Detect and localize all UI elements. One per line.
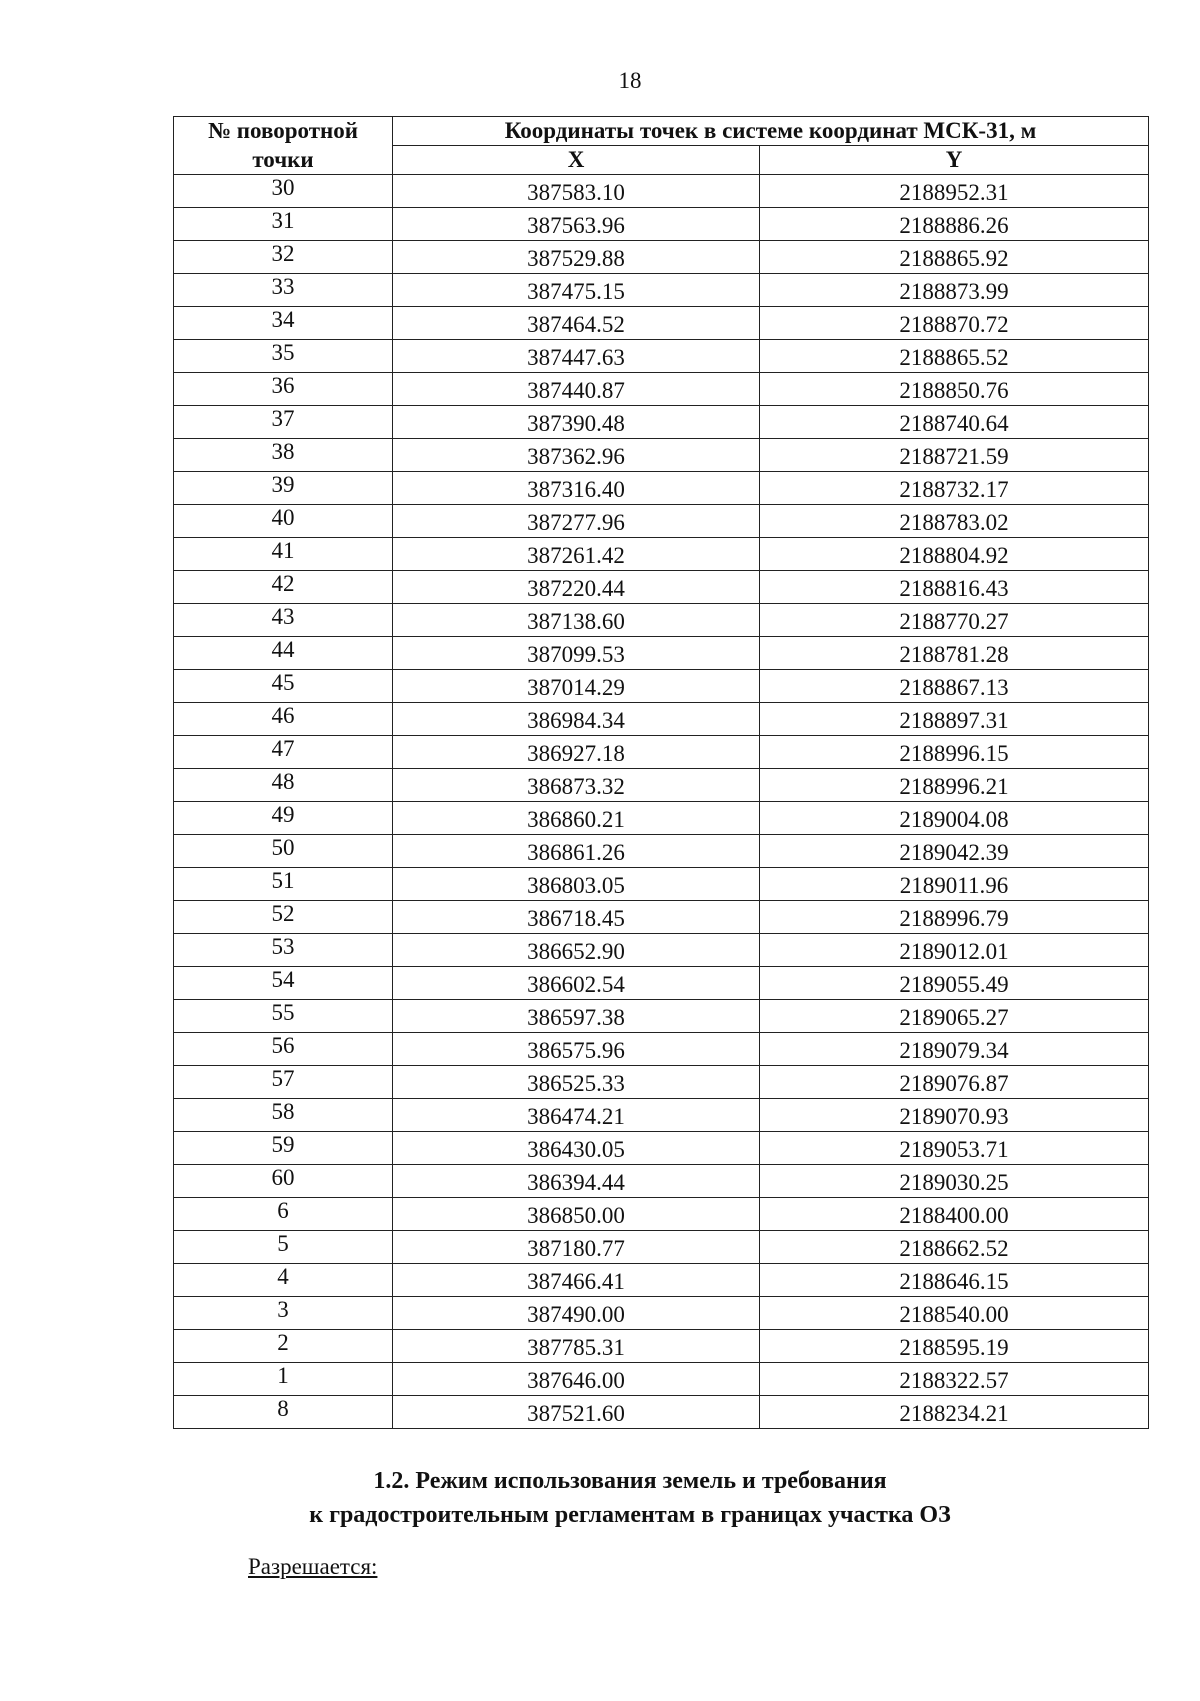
- table-row: [174, 1396, 1149, 1429]
- table-row: [174, 1165, 1149, 1198]
- section-title-line1: 1.2. Режим использования земель и требования: [373, 1468, 887, 1494]
- table-row: [174, 1066, 1149, 1099]
- point-number-cell: 50: [174, 835, 393, 868]
- y-coordinate-cell: 2188740.64: [760, 406, 1149, 439]
- table-row: [174, 1000, 1149, 1033]
- table-row: [174, 1297, 1149, 1330]
- page-number: 18: [618, 68, 642, 93]
- x-coordinate-cell: 386474.21: [393, 1099, 760, 1132]
- point-number-cell: 1: [174, 1363, 393, 1396]
- y-coordinate-cell: 2188540.00: [760, 1297, 1149, 1330]
- x-coordinate-cell: 387490.00: [393, 1297, 760, 1330]
- x-coordinate-cell: 386602.54: [393, 967, 760, 1000]
- point-number-cell: 2: [174, 1330, 393, 1363]
- table-row: [174, 1264, 1149, 1297]
- x-coordinate-cell: 387475.15: [393, 274, 760, 307]
- header-point-number: [174, 117, 393, 146]
- table-row: [174, 934, 1149, 967]
- y-coordinate-cell: 2188781.28: [760, 637, 1149, 670]
- table-row: [174, 1330, 1149, 1363]
- x-coordinate-cell: 386718.45: [393, 901, 760, 934]
- point-number-cell: 43: [174, 604, 393, 637]
- y-coordinate-cell: 2188770.27: [760, 604, 1149, 637]
- x-coordinate-cell: 387521.60: [393, 1396, 760, 1429]
- point-number-cell: 49: [174, 802, 393, 835]
- point-number-cell: 54: [174, 967, 393, 1000]
- point-number-cell: 44: [174, 637, 393, 670]
- y-coordinate-cell: 2189042.39: [760, 835, 1149, 868]
- y-coordinate-cell: 2189065.27: [760, 1000, 1149, 1033]
- table-body: [174, 175, 1149, 1429]
- point-number-cell: 56: [174, 1033, 393, 1066]
- table-row: [174, 703, 1149, 736]
- table-row: [174, 571, 1149, 604]
- point-number-cell: 55: [174, 1000, 393, 1033]
- x-coordinate-cell: 386597.38: [393, 1000, 760, 1033]
- point-number-cell: 40: [174, 505, 393, 538]
- coordinates-table: [173, 116, 1149, 1429]
- header-point-line1: № поворотной: [207, 118, 359, 144]
- point-number-cell: 58: [174, 1099, 393, 1132]
- y-coordinate-cell: 2188816.43: [760, 571, 1149, 604]
- point-number-cell: 46: [174, 703, 393, 736]
- x-coordinate-cell: 386430.05: [393, 1132, 760, 1165]
- y-coordinate-cell: 2188865.52: [760, 340, 1149, 373]
- table-row: [174, 769, 1149, 802]
- x-coordinate-cell: 387583.10: [393, 175, 760, 208]
- point-number-cell: 60: [174, 1165, 393, 1198]
- x-coordinate-cell: 387447.63: [393, 340, 760, 373]
- y-coordinate-cell: 2188322.57: [760, 1363, 1149, 1396]
- point-number-cell: 52: [174, 901, 393, 934]
- y-coordinate-cell: 2188996.15: [760, 736, 1149, 769]
- table-row: [174, 241, 1149, 274]
- x-coordinate-cell: 387563.96: [393, 208, 760, 241]
- section-title-line2: к градостроительным регламентам в границах участка ОЗ: [309, 1502, 951, 1528]
- table-row: [174, 1363, 1149, 1396]
- x-coordinate-cell: 386575.96: [393, 1033, 760, 1066]
- y-coordinate-cell: 2188865.92: [760, 241, 1149, 274]
- table-row: [174, 802, 1149, 835]
- point-number-cell: 38: [174, 439, 393, 472]
- x-coordinate-cell: 386525.33: [393, 1066, 760, 1099]
- table-row: [174, 472, 1149, 505]
- x-coordinate-cell: 386984.34: [393, 703, 760, 736]
- point-number-cell: 39: [174, 472, 393, 505]
- table-row: [174, 307, 1149, 340]
- point-number-cell: 34: [174, 307, 393, 340]
- y-coordinate-cell: 2188721.59: [760, 439, 1149, 472]
- y-coordinate-cell: 2189076.87: [760, 1066, 1149, 1099]
- table-row: [174, 439, 1149, 472]
- table-row: [174, 274, 1149, 307]
- point-number-cell: 53: [174, 934, 393, 967]
- y-coordinate-cell: 2188996.79: [760, 901, 1149, 934]
- table-row: [174, 538, 1149, 571]
- y-coordinate-cell: 2189070.93: [760, 1099, 1149, 1132]
- table-row: [174, 1132, 1149, 1165]
- x-coordinate-cell: 387464.52: [393, 307, 760, 340]
- y-coordinate-cell: 2188662.52: [760, 1231, 1149, 1264]
- x-coordinate-cell: 386652.90: [393, 934, 760, 967]
- point-number-cell: 35: [174, 340, 393, 373]
- y-coordinate-cell: 2188783.02: [760, 505, 1149, 538]
- y-coordinate-cell: 2188996.21: [760, 769, 1149, 802]
- table-row: [174, 406, 1149, 439]
- table-row: [174, 901, 1149, 934]
- x-coordinate-cell: 387316.40: [393, 472, 760, 505]
- point-number-cell: 59: [174, 1132, 393, 1165]
- point-number-cell: 51: [174, 868, 393, 901]
- x-coordinate-cell: 387529.88: [393, 241, 760, 274]
- y-coordinate-cell: 2188595.19: [760, 1330, 1149, 1363]
- table-row: [174, 1198, 1149, 1231]
- y-coordinate-cell: 2188732.17: [760, 472, 1149, 505]
- y-coordinate-cell: 2189055.49: [760, 967, 1149, 1000]
- y-coordinate-cell: 2188952.31: [760, 175, 1149, 208]
- point-number-cell: 37: [174, 406, 393, 439]
- x-coordinate-cell: 386927.18: [393, 736, 760, 769]
- header-point-line2: точки: [252, 146, 314, 172]
- x-coordinate-cell: 386873.32: [393, 769, 760, 802]
- x-coordinate-cell: 386803.05: [393, 868, 760, 901]
- point-number-cell: 57: [174, 1066, 393, 1099]
- y-coordinate-cell: 2188870.72: [760, 307, 1149, 340]
- y-coordinate-cell: 2188804.92: [760, 538, 1149, 571]
- table-row: [174, 208, 1149, 241]
- x-coordinate-cell: 387785.31: [393, 1330, 760, 1363]
- point-number-cell: 42: [174, 571, 393, 604]
- y-coordinate-cell: 2188234.21: [760, 1396, 1149, 1429]
- y-coordinate-cell: 2189011.96: [760, 868, 1149, 901]
- point-number-cell: 30: [174, 175, 393, 208]
- header-coordinates: Координаты точек в системе координат МСК-31, м: [393, 117, 1149, 146]
- x-coordinate-cell: 387138.60: [393, 604, 760, 637]
- section-title: [0, 1464, 1200, 1532]
- x-coordinate-cell: 387180.77: [393, 1231, 760, 1264]
- x-coordinate-cell: 387466.41: [393, 1264, 760, 1297]
- y-coordinate-cell: 2189004.08: [760, 802, 1149, 835]
- y-coordinate-cell: 2188867.13: [760, 670, 1149, 703]
- x-coordinate-cell: 386394.44: [393, 1165, 760, 1198]
- x-coordinate-cell: 386861.26: [393, 835, 760, 868]
- header-point-number-cont: [174, 146, 393, 175]
- point-number-cell: 6: [174, 1198, 393, 1231]
- x-coordinate-cell: 387220.44: [393, 571, 760, 604]
- table-row: [174, 505, 1149, 538]
- table-row: [174, 604, 1149, 637]
- table-row: [174, 967, 1149, 1000]
- y-coordinate-cell: 2188850.76: [760, 373, 1149, 406]
- table-row: [174, 1231, 1149, 1264]
- x-coordinate-cell: 387277.96: [393, 505, 760, 538]
- y-coordinate-cell: 2188886.26: [760, 208, 1149, 241]
- point-number-cell: 36: [174, 373, 393, 406]
- table-row: [174, 340, 1149, 373]
- x-coordinate-cell: 387390.48: [393, 406, 760, 439]
- point-number-cell: 48: [174, 769, 393, 802]
- table-row: [174, 1099, 1149, 1132]
- point-number-cell: 45: [174, 670, 393, 703]
- point-number-cell: 3: [174, 1297, 393, 1330]
- x-coordinate-cell: 387362.96: [393, 439, 760, 472]
- table-row: [174, 868, 1149, 901]
- y-coordinate-cell: 2189053.71: [760, 1132, 1149, 1165]
- point-number-cell: 33: [174, 274, 393, 307]
- table-row: [174, 637, 1149, 670]
- table-header: [174, 117, 1149, 175]
- point-number-cell: 41: [174, 538, 393, 571]
- point-number-cell: 8: [174, 1396, 393, 1429]
- table-row: [174, 1033, 1149, 1066]
- header-x: X: [393, 146, 760, 175]
- y-coordinate-cell: 2188646.15: [760, 1264, 1149, 1297]
- point-number-cell: 5: [174, 1231, 393, 1264]
- point-number-cell: 32: [174, 241, 393, 274]
- header-y: Y: [760, 146, 1149, 175]
- x-coordinate-cell: 386850.00: [393, 1198, 760, 1231]
- table-row: [174, 373, 1149, 406]
- table-row: [174, 175, 1149, 208]
- x-coordinate-cell: 387261.42: [393, 538, 760, 571]
- x-coordinate-cell: 386860.21: [393, 802, 760, 835]
- y-coordinate-cell: 2188400.00: [760, 1198, 1149, 1231]
- x-coordinate-cell: 387440.87: [393, 373, 760, 406]
- y-coordinate-cell: 2188897.31: [760, 703, 1149, 736]
- point-number-cell: 47: [174, 736, 393, 769]
- point-number-cell: 31: [174, 208, 393, 241]
- table-row: [174, 835, 1149, 868]
- table-row: [174, 736, 1149, 769]
- x-coordinate-cell: 387099.53: [393, 637, 760, 670]
- table-row: [174, 670, 1149, 703]
- allowed-label: Разрешается:: [248, 1554, 378, 1579]
- y-coordinate-cell: 2189079.34: [760, 1033, 1149, 1066]
- y-coordinate-cell: 2188873.99: [760, 274, 1149, 307]
- x-coordinate-cell: 387014.29: [393, 670, 760, 703]
- y-coordinate-cell: 2189030.25: [760, 1165, 1149, 1198]
- x-coordinate-cell: 387646.00: [393, 1363, 760, 1396]
- y-coordinate-cell: 2189012.01: [760, 934, 1149, 967]
- point-number-cell: 4: [174, 1264, 393, 1297]
